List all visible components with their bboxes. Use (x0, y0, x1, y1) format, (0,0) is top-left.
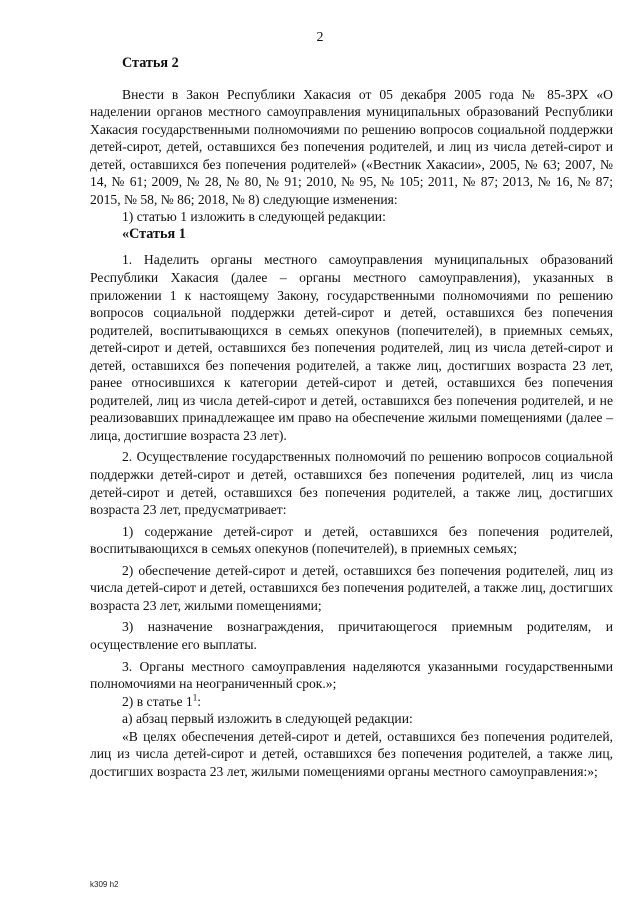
article-1-paragraph-3: 3. Органы местного самоуправления наделяются указанными государственными полномочиями на неограниченный срок.»; (90, 658, 613, 692)
item-2-text: 2) в статье 1 (122, 693, 193, 709)
item-2-intro (90, 693, 613, 711)
article-1-paragraph-2: 2. Осуществление государственных полномочий по решению вопросов социальной поддержки детей-сирот и детей, оставшихся без попечения родителей, лиц из числа детей-сирот и детей, оставшихся без попечения родителей, а также лиц, достигших возраста 23 лет, предусматривает: (90, 449, 613, 518)
item-2-superscript: 1 (192, 692, 198, 703)
article-1-subitem-3: 3) назначение вознаграждения, причитающегося приемным родителям, и осуществление его выплаты. (90, 619, 613, 652)
page-number: 2 (316, 30, 324, 45)
article-1-heading: «Статья 1 (122, 225, 186, 242)
article-1-paragraph-1: 1. Наделить органы местного самоуправления муниципальных образований Республики Хакасия (далее – органы местного самоуправления), указанных в приложении 1 к настоящему Закону, государственными полномочиями по решению вопросов социальной поддержки детей-сирот и детей, оставшихся без попечения родителей, воспитывающихся в семьях опекунов (попечителей), в приемных семьях, детей-сирот и детей, оставшихся без попечения родителей, лиц из числа детей-сирот и детей, оставшихся без попечения родителей, а также лиц, достигших возраста 23 лет, ранее относившихся к категории детей-сирот и детей, оставшихся без попечения родителей, лиц из числа детей-сирот и детей, оставшихся без попечения родителей, и не реализовавших принадлежащее им право на обеспечение жилыми помещениями (далее – лица, достигшие возраста 23 лет). (90, 252, 613, 443)
article-1-subitem-2: 2) обеспечение детей-сирот и детей, оставшихся без попечения родителей, лиц из числа детей-сирот и детей, оставшихся без попечения родителей, а также лиц, достигших возраста 23 лет, жилыми помещениями; (90, 562, 613, 613)
footer-code: k309 h2 (90, 880, 119, 889)
article-1-subitem-1: 1) содержание детей-сирот и детей, оставшихся без попечения родителей, воспитывающихся в семьях опекунов (попечителей), в приемных семьях; (90, 523, 613, 557)
document-body (90, 55, 613, 780)
intro-paragraph: Внести в Закон Республики Хакасия от 05 декабря 2005 года № 85-ЗРХ «О наделении органов местного самоуправления муниципальных образований Республики Хакасия государственными полномочиями по решению вопросов социальной поддержки детей-сирот, детей, оставшихся без попечения родителей, и лиц из числа детей-сирот и детей, оставшихся без попечения родителей» («Вестник Хакасии», 2005, № 63; 2007, № 14, № 61; 2009, № 28, № 80, № 91; 2010, № 95, № 105; 2011, № 87; 2013, № 16, № 87; 2015, № 58, № 86; 2018, № 8) следующие изменения: (90, 86, 613, 207)
article-2-heading: Статья 2 (122, 55, 179, 71)
item-2-colon: : (197, 693, 202, 709)
item-2a-text: «В целях обеспечения детей-сирот и детей, оставшихся без попечения родителей, лиц из числа детей-сирот и детей, оставшихся без попечения родителей, а также лиц, достигших возраста 23 лет, жилыми помещениями органы местного самоуправления:»; (90, 728, 613, 779)
item-2a-intro: а) абзац первый изложить в следующей редакции: (122, 711, 413, 727)
item-1-intro: 1) статью 1 изложить в следующей редакции: (122, 209, 386, 225)
